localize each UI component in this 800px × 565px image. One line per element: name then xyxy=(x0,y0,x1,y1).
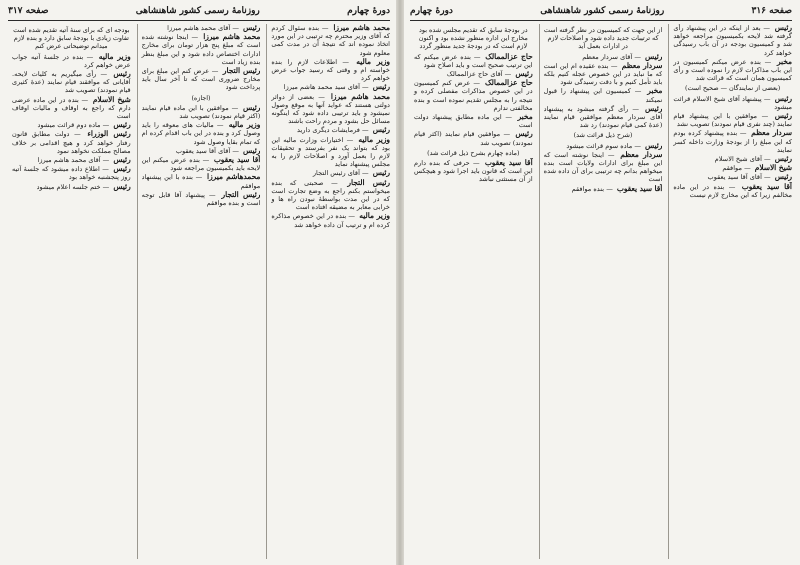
transcript-paragraph: رئیس — آقای محمد هاشم میرزا xyxy=(167,24,261,32)
speech-text: اطلاع داده میشود که جلسهٔ آتیه روز پنجشنبه خواهد بود xyxy=(11,165,131,182)
speaker-name: رئیس xyxy=(774,111,792,121)
speech-text: کمیسیون این پیشنهاد را قبول نمیکند xyxy=(543,87,663,104)
speech-text: ختم جلسه اعلام میشود xyxy=(36,182,101,191)
speech-text: بنده در این ماده مخالفم زیرا که این مخارج لازم نیست xyxy=(673,182,792,199)
speaker-name: آقا سید یعقوب xyxy=(484,158,533,168)
transcript-paragraph: رئیس — آقای سید محمد هاشم میرزا xyxy=(283,82,390,92)
transcript-paragraph: وزیر مالیه — بنده در این خصوص مذاکره کرده ام و ترتیب آن داده خواهد شد xyxy=(271,211,390,229)
transcript-paragraph: مخبر — این ماده مطابق پیشنهاد دولت است xyxy=(413,112,533,130)
transcript-paragraph: رئیس — آقای رئیس التجار xyxy=(312,168,390,178)
speech-text: این ماده مطابق پیشنهاد دولت است xyxy=(413,113,533,130)
speaker-name: محمد هاشم میرزا xyxy=(203,32,261,42)
speaker-name: رئیس xyxy=(113,164,131,174)
transcript-paragraph: رئیس — آقای سردار معظم xyxy=(582,51,663,61)
transcript-paragraph: محمد هاشم میرزا — بعضی از دوائر دولتی هستند که عواید آنها به موقع وصول نمیشود و باید ترتیبی داده شود که اینگونه مسائل حل بشود و مردم راحت باشند xyxy=(271,91,390,126)
speech-text: رأی میگیریم به کلیات لایحه. آقایانی که موافقند قیام نمایند (عدهٔ کثیری قیام نمودند) تصویب شد xyxy=(11,70,131,95)
speaker-name: رئیس xyxy=(113,155,131,165)
speaker-name: رئیس xyxy=(372,125,390,135)
transcript-paragraph: رئیس — آقای آقا سید یعقوب xyxy=(175,145,261,155)
transcript-paragraph xyxy=(414,26,533,51)
speech-text: بنده عرض میکنم کمیسیون در این باب مذاکرات لازم را نموده است و رأی کمیسیون همان است که قرائت شد xyxy=(673,57,792,83)
right-page-number: صفحه ۳۱۶ xyxy=(751,6,792,16)
transcript-paragraph: شیخ الاسلام — موافقم xyxy=(722,163,792,173)
speaker-name: حاج عزالممالک xyxy=(485,78,533,88)
transcript-paragraph: آقا سید یعقوب — بنده در این ماده مخالفم زیرا که این مخارج لازم نیست xyxy=(673,181,792,199)
transcript-paragraph: حاج عزالممالک — بنده عرض میکنم که این ترتیب صحیح است و باید اصلاح شود xyxy=(413,51,533,69)
speaker-name: رئیس xyxy=(243,24,261,32)
speech-text: بنده در جلسهٔ آتیه جواب عرض خواهم کرد xyxy=(11,52,131,69)
speaker-name: رئیس التجار xyxy=(347,177,390,187)
transcript-paragraph: رئیس — رأی گرفته میشود به پیشنهاد آقای سردار معظم موافقین قیام نمایند (عدهٔ کمی قیام نمودند) رد شد xyxy=(543,103,663,130)
transcript-paragraph: مخبر — بنده عرض میکنم کمیسیون در این باب مذاکرات لازم را نموده است و رأی کمیسیون همان است که قرائت شد xyxy=(673,56,792,83)
speaker-name: رئیس xyxy=(645,103,663,113)
transcript-paragraph xyxy=(544,131,663,139)
speaker-name: رئیس xyxy=(774,24,792,32)
speech-text: مالیات های معوقه را باید وصول کرد و بنده در این باب اقدام کرده ام که تمام بقایا وصول شود xyxy=(141,121,261,146)
transcript-paragraph: محمد هاشم میرزا — بنده سئوال کردم که آقای وزیر محترم چه ترتیبی در این مورد اتخاذ نموده اند که نتیجهٔ آن در مدت کمی معلوم شود xyxy=(271,24,390,57)
speech-text: آقای شیخ الاسلام xyxy=(714,155,762,164)
speech-text: (بعضی از نمایندگان — صحیح است) xyxy=(685,84,781,93)
speaker-name: رئیس xyxy=(372,82,390,92)
speech-text: (شرح ذیل قرائت شد) xyxy=(573,131,633,140)
speaker-name: وزیر مالیه xyxy=(358,134,390,144)
transcript-paragraph: رئیس — ختم جلسه اعلام میشود xyxy=(36,181,131,191)
left-page-title: روزنامهٔ رسمی کشور شاهنشاهی xyxy=(135,6,260,16)
speaker-name: رئیس xyxy=(774,154,792,164)
speech-text: آقای سردار معظم xyxy=(582,52,633,61)
speaker-name: رئیس xyxy=(243,102,261,112)
transcript-paragraph xyxy=(142,94,261,102)
speech-text: آقای سید محمد هاشم میرزا xyxy=(283,83,360,92)
transcript-paragraph: رئیس التجار — عرض کنم این مبلغ برای مخارج ضروری است که تا آخر سال باید پرداخت شود xyxy=(141,66,261,92)
speech-text: عرض کنم این مبلغ برای مخارج ضروری است که تا آخر سال باید پرداخت شود xyxy=(141,67,261,92)
transcript-paragraph xyxy=(544,26,663,51)
speaker-name: محمد هاشم میرزا xyxy=(333,24,390,32)
speaker-name: محمدهاشم میرزا xyxy=(207,172,261,182)
transcript-paragraph xyxy=(673,84,792,92)
speaker-name: شیخ الاسلام xyxy=(92,94,131,104)
transcript-paragraph: رئیس — فرمایشات دیگری دارید xyxy=(297,125,390,135)
speech-text: موافقین با این ماده قیام نمایند (اکثر قیام نمودند) تصویب شد xyxy=(141,103,261,121)
transcript-paragraph: محمدهاشم میرزا — بنده با این پیشنهاد موافقم xyxy=(141,172,261,190)
speech-text: صحبتی که بنده میخواستم بکنم راجع به وضع تجارت است که در این مدت بواسطهٔ نبودن راه ها و خرابی معابر به مضیقه افتاده است xyxy=(271,178,390,212)
transcript-paragraph: وزیر مالیه — مالیات های معوقه را باید وصول کرد و بنده در این باب اقدام کرده ام که تمام بقایا وصول شود xyxy=(141,120,261,146)
transcript-paragraph: آقا سید یعقوب — حرفی که بنده دارم این است که قانون باید اجرا شود و هیچکس از آن مستثنی نباشد xyxy=(413,158,533,184)
right-page-columns xyxy=(410,24,792,559)
speech-text: آقای محمد هاشم میرزا xyxy=(167,24,231,32)
transcript-paragraph: سردار معظم — اینجا نوشته است که این مبلغ برای ادارات ولایات است بنده میخواهم بدانم چه ترتیبی برای آن داده شده است xyxy=(543,149,663,184)
speech-text: ماده سوم قرائت میشود xyxy=(566,141,633,150)
right-page-header xyxy=(410,4,792,21)
transcript-paragraph: رئیس — آقای شیخ الاسلام xyxy=(714,154,792,164)
left-page-columns xyxy=(8,24,390,559)
transcript-paragraph: محمد هاشم میرزا — اینجا نوشته شده است که مبلغ پنج هزار تومان برای مخارج ادارات اختصاص داده شود و این مبلغ بنظر بنده زیاد است xyxy=(141,32,261,66)
left-page-number: صفحه ۳۱۷ xyxy=(8,6,49,16)
speaker-name: رئیس التجار xyxy=(221,189,261,199)
speaker-name: محمد هاشم میرزا xyxy=(330,91,390,101)
transcript-paragraph: سردار معظم — بنده پیشنهاد کرده بودم که این مبلغ را از بودجهٔ وزارت داخله کسر نمایند xyxy=(673,128,792,154)
speech-text: اینجا نوشته است که این مبلغ برای ادارات ولایات است بنده میخواهم بدانم چه ترتیبی برای آن داده شده است xyxy=(543,150,663,184)
speaker-name: حاج عزالممالک xyxy=(485,51,533,61)
speaker-name: وزیر مالیه xyxy=(98,51,131,61)
speaker-name: مخبر xyxy=(776,56,792,66)
speech-text: بنده سئوال کردم که آقای وزیر محترم چه ترتیبی در این مورد اتخاذ نموده اند که نتیجهٔ آن در مدت کمی معلوم شود xyxy=(271,24,390,57)
transcript-paragraph: وزیر مالیه — اختیارات وزارت مالیه این بود که بتواند یک نفر بفرستد و تحقیقات لازم را بعمل آورد و اصلاحات لازم را به مجلس پیشنهاد نماید xyxy=(271,134,390,169)
speech-text: فرمایشات دیگری دارید xyxy=(297,126,360,135)
speaker-name: رئیس xyxy=(113,181,131,191)
transcript-paragraph: رئیس الوزراء — دولت مطابق قانون رفتار خواهد کرد و هیچ اقدامی بر خلاف مصالح مملکت نخواهد نمود xyxy=(11,129,131,155)
speech-text: اطلاعات لازم را بنده خواسته ام و وقتی که رسید جواب عرض خواهم کرد xyxy=(271,57,390,83)
text-column xyxy=(137,24,261,559)
speaker-name: رئیس xyxy=(515,69,533,79)
speech-text: اینجا نوشته شده است که مبلغ پنج هزار تومان برای مخارج ادارات اختصاص داده شود و این مبلغ بنظر بنده زیاد است xyxy=(141,33,261,66)
speaker-name: رئیس xyxy=(113,69,131,79)
speaker-name: وزیر مالیه xyxy=(359,211,390,221)
left-page-header xyxy=(8,4,390,21)
text-column xyxy=(410,24,533,559)
speech-text: پیشنهاد آقا قابل توجه است و بنده موافقم xyxy=(141,190,261,208)
transcript-paragraph: وزیر مالیه — اطلاعات لازم را بنده خواسته ام و وقتی که رسید جواب عرض خواهم کرد xyxy=(271,56,390,83)
speech-text: موافقین قیام نمایند (اکثر قیام نمودند) تصویب شد xyxy=(413,130,533,147)
speaker-name: رئیس xyxy=(645,140,663,150)
speech-text: (اجازه) xyxy=(191,93,211,102)
speech-text: بودجه ای که برای سنهٔ آتیه تقدیم شده است تفاوت زیادی با بودجهٔ سابق دارد و بنده لازم میدانم توضیحاتی عرض کنم xyxy=(13,26,130,51)
transcript-paragraph: رئیس — موافقین با این پیشنهاد قیام نمایند (چند نفری قیام نمودند) تصویب نشد xyxy=(673,111,792,129)
transcript-paragraph: رئیس — آقای آقا سید یعقوب xyxy=(707,172,792,182)
transcript-paragraph: رئیس التجار — صحبتی که بنده میخواستم بکنم راجع به وضع تجارت است که در این مدت بواسطهٔ نبودن راه ها و خرابی معابر به مضیقه افتاده است xyxy=(271,177,390,212)
transcript-paragraph: شیخ الاسلام — بنده در این ماده عرضی دارم که راجع به اوقاف و مالیات اوقاف است xyxy=(11,94,131,121)
speaker-name: وزیر مالیه xyxy=(228,120,261,130)
transcript-paragraph: رئیس — ماده سوم قرائت میشود xyxy=(566,140,663,150)
speech-text: بنده عرض میکنم که این ترتیب صحیح است و باید اصلاح شود xyxy=(413,52,533,69)
speaker-name: رئیس xyxy=(645,51,663,61)
transcript-paragraph: مخبر — کمیسیون این پیشنهاد را قبول نمیکند xyxy=(543,86,663,104)
text-column xyxy=(266,24,390,559)
speech-text: پیشنهاد آقای شیخ الاسلام قرائت میشود xyxy=(673,94,792,111)
speech-text: آقای آقا سید یعقوب xyxy=(175,146,231,155)
speech-text: در بودجهٔ سابق که تقدیم مجلس شده بود مخارج این اداره منظور نشده بود و اکنون لازم است که در بودجهٔ جدید منظور گردد xyxy=(418,26,528,51)
speaker-name: آقا سید یعقوب xyxy=(741,181,792,191)
transcript-paragraph: حاج عزالممالک — عرض کنم کمیسیون در این خصوص مذاکرات مفصلی کرده و نتیجه را به مجلس تقدیم نموده است و بنده مخالفتی ندارم xyxy=(413,78,533,112)
text-column xyxy=(668,24,792,559)
speaker-name: رئیس xyxy=(243,145,261,155)
speech-text: بنده در این ماده عرضی دارم که راجع به اوقاف و مالیات اوقاف است xyxy=(11,95,131,121)
speaker-name: آقا سید یعقوب xyxy=(616,183,663,193)
speech-text: ماده دوم قرائت میشود xyxy=(37,121,101,130)
transcript-paragraph: سردار معظم — بنده عقیده ام این است که ما نباید در این خصوص عجله کنیم بلکه باید تأمل کنیم و با دقت رسیدگی شود xyxy=(543,60,663,87)
transcript-paragraph: رئیس — آقای محمد هاشم میرزا xyxy=(37,155,131,165)
speech-text: حرفی که بنده دارم این است که قانون باید اجرا شود و هیچکس از آن مستثنی نباشد xyxy=(413,159,533,184)
text-column xyxy=(8,24,131,559)
right-page xyxy=(402,0,800,565)
speaker-name: رئیس xyxy=(113,120,131,130)
speech-text: آقای حاج عزالممالک xyxy=(446,70,503,79)
speaker-name: آقا سید یعقوب xyxy=(213,155,261,165)
speech-text: آقای محمد هاشم میرزا xyxy=(37,156,101,165)
speaker-name: مخبر xyxy=(517,112,533,122)
speech-text: بنده موافقم xyxy=(571,184,605,193)
transcript-paragraph: رئیس — موافقین قیام نمایند (اکثر قیام نمودند) تصویب شد xyxy=(413,129,533,147)
speech-text: بعد از اینکه در این پیشنهاد رأی گرفته شد لایحه بکمیسیون مراجعه خواهد شد و کمیسیون بودجه در آن باب رسیدگی خواهد کرد xyxy=(673,24,792,57)
transcript-paragraph: رئیس — پیشنهاد آقای شیخ الاسلام قرائت میشود xyxy=(673,93,792,111)
speech-text: موافقم xyxy=(722,164,742,173)
speech-text: بنده با این پیشنهاد موافقم xyxy=(141,173,261,190)
right-page-volume: دورهٔ چهارم xyxy=(410,6,453,16)
speech-text: بنده پیشنهاد کرده بودم که این مبلغ را از بودجهٔ وزارت داخله کسر نمایند xyxy=(673,129,792,154)
speaker-name: رئیس xyxy=(515,129,533,139)
speech-text: رأی گرفته میشود به پیشنهاد آقای سردار معظم موافقین قیام نمایند (عدهٔ کمی قیام نمودند) رد شد xyxy=(543,104,663,130)
speech-text: بنده در این خصوص مذاکره کرده ام و ترتیب آن داده خواهد شد xyxy=(271,212,390,229)
transcript-paragraph: آقا سید یعقوب — بنده عرض میکنم این لایحه باید بکمیسیون مراجعه شود xyxy=(141,155,261,173)
transcript-paragraph xyxy=(12,26,131,51)
speaker-name: سردار معظم xyxy=(621,60,663,70)
speech-text: آقای رئیس التجار xyxy=(312,169,360,178)
speaker-name: سردار معظم xyxy=(620,149,663,159)
transcript-paragraph: رئیس — رأی میگیریم به کلیات لایحه. آقایانی که موافقند قیام نمایند (عدهٔ کثیری قیام نمودند) تصویب شد xyxy=(11,69,131,95)
transcript-paragraph: رئیس — اطلاع داده میشود که جلسهٔ آتیه روز پنجشنبه خواهد بود xyxy=(11,164,131,182)
speech-text: بنده عرض میکنم این لایحه باید بکمیسیون مراجعه شود xyxy=(141,156,261,173)
transcript-paragraph: وزیر مالیه — بنده در جلسهٔ آتیه جواب عرض خواهم کرد xyxy=(11,51,131,69)
transcript-paragraph: رئیس — موافقین با این ماده قیام نمایند (اکثر قیام نمودند) تصویب شد xyxy=(141,102,261,121)
left-page xyxy=(0,0,398,565)
speaker-name: مخبر xyxy=(647,86,663,96)
speaker-name: رئیس التجار xyxy=(222,66,261,76)
speech-text: آقای آقا سید یعقوب xyxy=(707,173,762,182)
speech-text: عرض کنم کمیسیون در این خصوص مذاکرات مفصلی کرده و نتیجه را به مجلس تقدیم نموده است و بنده مخالفتی ندارم xyxy=(413,79,533,112)
speaker-name: رئیس xyxy=(774,93,792,103)
speech-text: دولت مطابق قانون رفتار خواهد کرد و هیچ اقدامی بر خلاف مصالح مملکت نخواهد نمود xyxy=(11,130,131,155)
speaker-name: رئیس xyxy=(774,172,792,182)
speaker-name: وزیر مالیه xyxy=(356,56,390,66)
transcript-paragraph: آقا سید یعقوب — بنده موافقم xyxy=(571,183,663,193)
speaker-name: سردار معظم xyxy=(751,128,792,138)
transcript-paragraph: رئیس — ماده دوم قرائت میشود xyxy=(37,120,131,130)
transcript-paragraph: رئیس التجار — پیشنهاد آقا قابل توجه است و بنده موافقم xyxy=(141,189,261,208)
speech-text: بعضی از دوائر دولتی هستند که عواید آنها به موقع وصول نمیشود و باید ترتیبی داده شود که اینگونه مسائل حل بشود و مردم راحت باشند xyxy=(271,92,390,126)
transcript-paragraph xyxy=(414,149,533,157)
transcript-paragraph: رئیس — بعد از اینکه در این پیشنهاد رأی گرفته شد لایحه بکمیسیون مراجعه خواهد شد و کمیسیون بودجه در آن باب رسیدگی خواهد کرد xyxy=(673,24,792,57)
speaker-name: رئیس xyxy=(372,168,390,178)
speech-text: از این جهت که کمیسیون در نظر گرفته است که ترتیبات جدید داده شود و اصلاحات لازم در ادارات بعمل آید xyxy=(543,26,663,51)
speech-text: اختیارات وزارت مالیه این بود که بتواند یک نفر بفرستد و تحقیقات لازم را بعمل آورد و اصلاحات لازم را به مجلس پیشنهاد نماید xyxy=(271,135,390,169)
text-column xyxy=(539,24,663,559)
speaker-name: رئیس الوزراء xyxy=(87,129,131,139)
transcript-paragraph: رئیس — آقای حاج عزالممالک xyxy=(446,69,533,79)
right-page-title: روزنامهٔ رسمی کشور شاهنشاهی xyxy=(540,6,665,16)
speaker-name: شیخ الاسلام xyxy=(754,163,792,173)
speech-text: (ماده چهارم بشرح ذیل قرائت شد) xyxy=(427,148,520,157)
speech-text: بنده عقیده ام این است که ما نباید در این خصوص عجله کنیم بلکه باید تأمل کنیم و با دقت رسیدگی شود xyxy=(543,61,663,87)
left-page-volume: دورهٔ چهارم xyxy=(347,6,390,16)
speech-text: موافقین با این پیشنهاد قیام نمایند (چند نفری قیام نمودند) تصویب نشد xyxy=(673,112,792,129)
